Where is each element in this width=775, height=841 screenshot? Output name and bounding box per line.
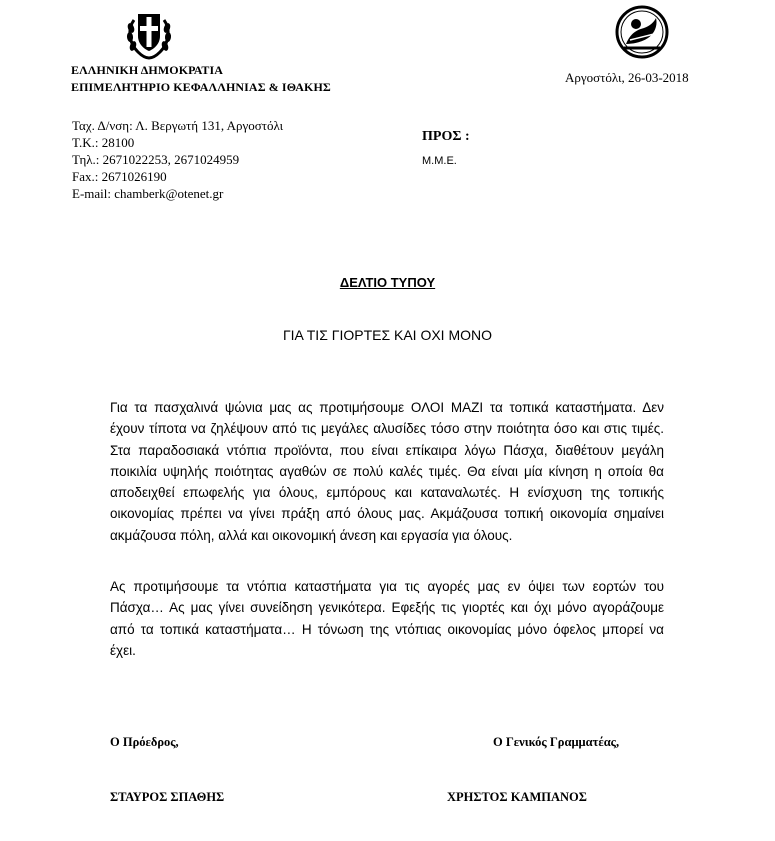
- org-name-line1: ΕΛΛΗΝΙΚΗ ΔΗΜΟΚΡΑΤΙΑ: [71, 63, 224, 77]
- secretary-general-title: Ο Γενικός Γραμματέας,: [493, 735, 620, 749]
- contact-postal-code: Τ.Κ.: 28100: [72, 135, 135, 150]
- body-paragraph-1: Για τα πασχαλινά ψώνια μας ας προτιμήσουμε ΟΛΟΙ ΜΑΖΙ τα τοπικά καταστήματα. Δεν έχουν τίποτα να ζηλέψουν από τις μεγάλες αλυσίδες τόσο στην ποιότητα όσο και στις τιμές. Στα παραδοσιακά ντόπια προϊόντα, που είναι επίκαιρα λόγω Πάσχα, διαθέτουν μεγάλη ποικιλία υψηλής ποιότητας αγαθών σε πολύ καλές τιμές. Θα είναι μία κίνηση η οποία θα αποδειχθεί επωφελής για όλους, εμπόρους και καταναλωτές. Η ενίσχυση της τοπικής οικονομίας πρέπει να γίνει πράξη από όλους μας. Ακμάζουσα τοπική οικονομία σημαίνει ακμάζουσα πόλη, αλλά και οικονομική άνεση και εργασία για όλους.: [110, 400, 664, 543]
- contact-address: Ταχ. Δ/νση: Λ. Βεργωτή 131, Αργοστόλι: [72, 118, 284, 133]
- recipient-label: ΠΡΟΣ :: [422, 129, 470, 144]
- press-release-title: ΔΕΛΤΙΟ ΤΥΠΟΥ: [339, 275, 436, 290]
- recipient-value: Μ.Μ.Ε.: [422, 155, 457, 167]
- secretary-general-name: ΧΡΗΣΤΟΣ ΚΑΜΠΑΝΟΣ: [447, 790, 587, 804]
- chamber-seal-icon: [614, 4, 670, 60]
- body-paragraph-2: Ας προτιμήσουμε τα ντόπια καταστήματα για τις αγορές μας εν όψει των εορτών του Πάσχα… Ας μας γίνει συνείδηση γενικότερα. Εφεξής τις γιορτές και όχι μόνο αγοράζουμε από τα τοπικά καταστήματα… Η τόνωση της ντόπιας οικονομίας μόνο όφελος μπορεί να έχει.: [110, 579, 664, 658]
- document-date: Αργοστόλι, 26-03-2018: [565, 70, 689, 85]
- contact-phone: Τηλ.: 2671022253, 2671024959: [72, 152, 240, 167]
- greek-coat-of-arms-icon: [124, 8, 174, 60]
- contact-fax: Fax.: 2671026190: [72, 169, 167, 184]
- president-title: Ο Πρόεδρος,: [110, 735, 179, 749]
- contact-email: E-mail: chamberk@otenet.gr: [72, 186, 224, 201]
- org-name-line2: ΕΠΙΜΕΛΗΤΗΡΙΟ ΚΕΦΑΛΛΗΝΙΑΣ & ΙΘΑΚΗΣ: [71, 80, 331, 94]
- president-name: ΣΤΑΥΡΟΣ ΣΠΑΘΗΣ: [110, 790, 225, 804]
- press-release-subtitle: ΓΙΑ ΤΙΣ ΓΙΟΡΤΕΣ ΚΑΙ ΟΧΙ ΜΟΝΟ: [282, 327, 493, 343]
